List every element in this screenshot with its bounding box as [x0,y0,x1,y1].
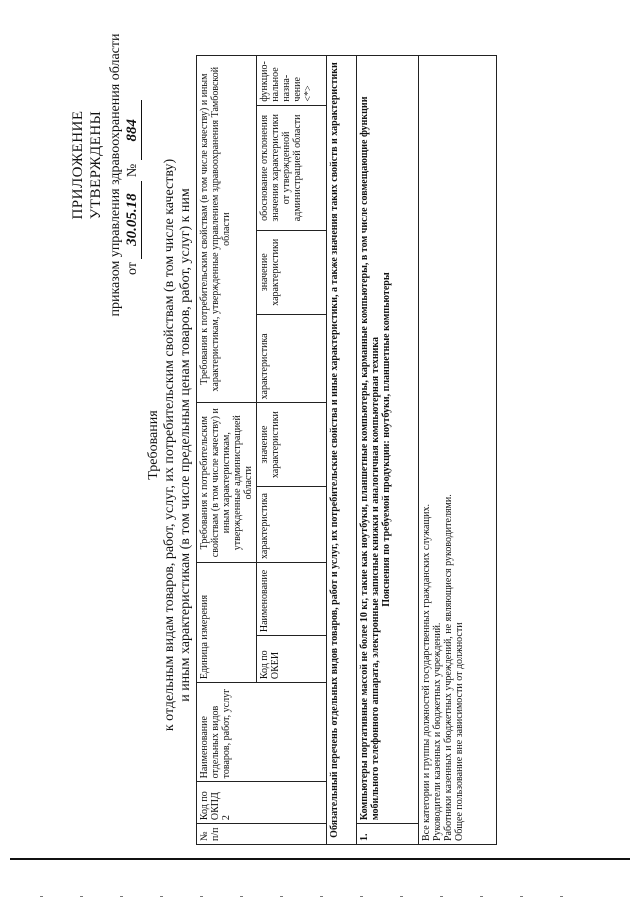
order-date: 30.05.18 [124,181,142,259]
category-line-3: Работники казенных и бюджетных учреждений, не являющиеся руководителями. [443,494,454,841]
appendix-heading: ПРИЛОЖЕНИЕ [70,110,86,220]
header-okpd: Код по ОКПД 2 [197,782,327,824]
item-1-number: 1. [357,824,419,845]
header-req-admin: Требования к потребительским свойствам (в том числе качеству) и иным характеристикам, утвержденные администрацией области [197,403,257,563]
header-req-dept: Требования к потребительским свойствам (в том числе качеству) и иным характеристикам, утвержденные управлением здравоохранения Тамбовской области [197,56,257,403]
header-dept-value: значение характеристики [257,231,327,315]
requirements-table [196,55,497,845]
header-admin-char: характеристика [257,486,327,562]
header-unit-name: Наименование [257,563,327,636]
order-line: приказом управления здравоохранения области [108,33,123,317]
header-item-name: Наименование отдельных видов товаров, работ, услуг [197,683,327,782]
order-date-line [124,35,142,275]
header-dept-char: характеристика [257,314,327,403]
number-prefix: № [125,163,140,178]
document-title [146,135,194,755]
category-line-1: Все категории и группы должностей государственных гражданских служащих. [421,503,432,841]
header-dept-justify: обоснование отклонения значения характеристики от утвержденной администрацией области [257,105,327,230]
item-1-description: Компьютеры портативные массой не более 10 кг, такие как ноутбуки, планшетные компьютеры, карманные компьютеры, в том числе совмещающие функции мобильного телефонного аппарата, электронные записные книжки и аналогичная компьютерная техника [359,96,381,821]
date-prefix: от [125,262,140,275]
mandatory-list-row: Обязательный перечень отдельных видов товаров, работ и услуг, их потребительские свойства и иные характеристики, а также значения таких свойств и характеристики [327,56,357,845]
category-line-4: Общее пользование вне зависимости от должности [454,622,465,841]
categories-cell [419,56,497,845]
title-line-1: Требования [146,410,161,480]
item-1-cell [357,56,419,824]
scan-dots [40,896,600,897]
title-line-3: и иным характеристикам (в том числе предельным ценам товаров, работ, услуг) к ним [178,188,193,702]
header-admin-value: значение характеристики [257,403,327,487]
header-num: № п/п [197,824,327,845]
header-unit: Единица измерения [197,563,257,683]
item-1-note: Пояснения по требуемой продукции: ноутбуки, планшетные компьютеры [381,272,392,607]
header-unit-code: Код по ОКЕИ [257,636,327,683]
title-line-2: к отдельным видам товаров, работ, услуг, их потребительским свойствам (в том числе качеству) [162,158,177,732]
scan-edge-line [10,858,630,860]
header-dept-func: функцио-нальное назна-чение <*> [257,56,327,106]
category-line-2: Руководители казенных и бюджетных учреждений. [432,622,443,841]
order-number: 884 [124,100,142,160]
approved-heading: УТВЕРЖДЕНЫ [88,110,104,220]
